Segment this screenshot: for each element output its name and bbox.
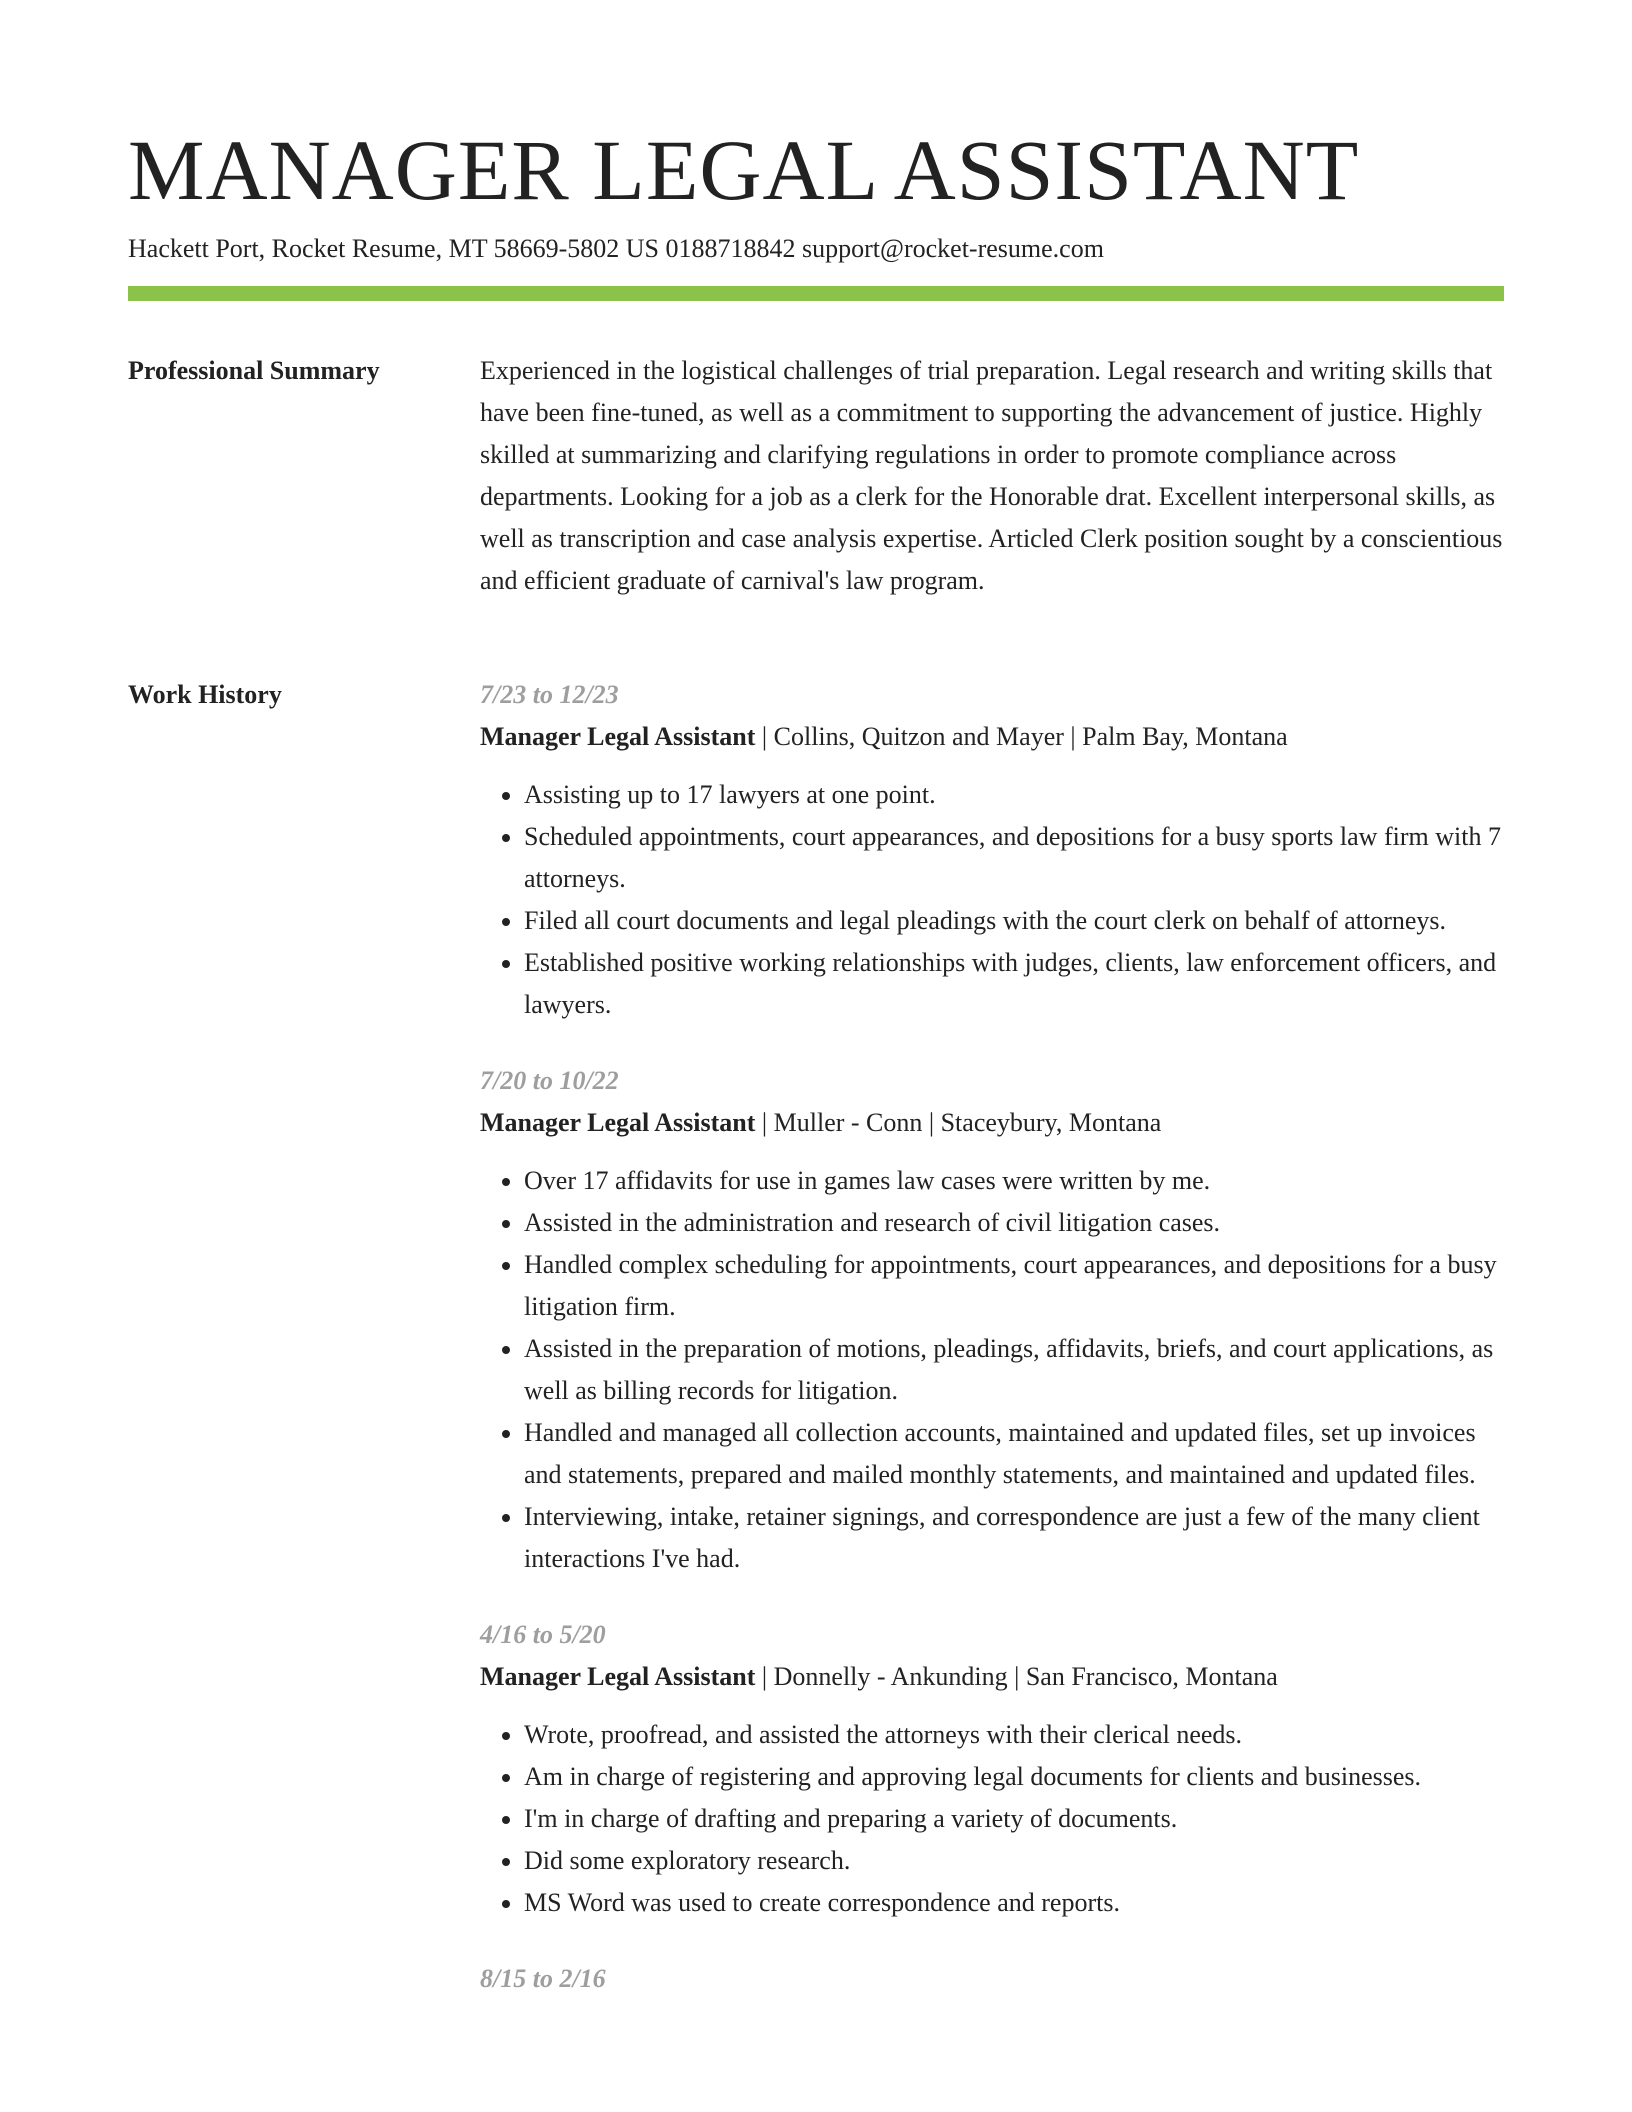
job-title: Manager Legal Assistant: [480, 1108, 756, 1137]
job-bullet: • Handled and managed all collection accounts, maintained and updated files, set up invoices and statements, prepared and mailed monthly statements, and maintained and updated files.: [524, 1412, 1510, 1496]
job-dates: 7/23 to 12/23: [480, 680, 619, 709]
summary-text: Experienced in the logistical challenges of trial preparation. Legal research and writing skills that have been fine-tuned, as well as a commitment to supporting the advancement of justice. Highly skilled at summarizing and clarifying regulations in order to promote compliance across departments. Looking for a job as a clerk for the Honorable drat. Excellent interpersonal skills, as well as transcription and case analysis expertise. Articled Clerk position sought by a conscientious and efficient graduate of carnival's law program.: [480, 356, 1503, 595]
job-bullet: • Assisted in the administration and research of civil litigation cases.: [524, 1202, 1510, 1244]
contact-info: Hackett Port, Rocket Resume, MT 58669-5802 US 0188718842 support@rocket-resume.com: [128, 234, 1104, 263]
job-title-line: [480, 1656, 1510, 1698]
job-dates: 7/20 to 10/22: [480, 1066, 619, 1095]
job-bullet-list: [480, 1160, 1510, 1580]
job-bullet: • Interviewing, intake, retainer signings, and correspondence are just a few of the many client interactions I've had.: [524, 1496, 1510, 1580]
job-bullet: • Did some exploratory research.: [524, 1840, 1510, 1882]
work-history-label: Work History: [128, 680, 282, 709]
job-bullet: • MS Word was used to create correspondence and reports.: [524, 1882, 1510, 1924]
work-history-body: [480, 674, 1510, 2034]
summary-label: Professional Summary: [128, 356, 380, 385]
job-entry: [480, 674, 1510, 1026]
job-title-line: [480, 1102, 1510, 1144]
job-bullet: • Assisting up to 17 lawyers at one point.: [524, 774, 1510, 816]
job-dates: 8/15 to 2/16: [480, 1964, 606, 1993]
job-bullet: • Assisted in the preparation of motions, pleadings, affidavits, briefs, and court applications, as well as billing records for litigation.: [524, 1328, 1510, 1412]
job-employer-location: | Donnelly - Ankunding | San Francisco, Montana: [755, 1662, 1278, 1691]
job-bullet-list: [480, 1714, 1510, 1924]
job-entry: [480, 1614, 1510, 1924]
job-bullet: • Over 17 affidavits for use in games law cases were written by me.: [524, 1160, 1510, 1202]
job-employer-location: | Muller - Conn | Staceybury, Montana: [755, 1108, 1162, 1137]
job-dates: 4/16 to 5/20: [480, 1620, 606, 1649]
job-bullet: • Established positive working relationships with judges, clients, law enforcement officers, and lawyers.: [524, 942, 1510, 1026]
job-entry: [480, 1060, 1510, 1580]
resume-name-heading: MANAGER LEGAL ASSISTANT: [128, 122, 1360, 218]
summary-body: [480, 350, 1510, 602]
job-bullet: • Am in charge of registering and approving legal documents for clients and businesses.: [524, 1756, 1510, 1798]
job-bullet: • I'm in charge of drafting and preparing a variety of documents.: [524, 1798, 1510, 1840]
job-bullet: • Filed all court documents and legal pleadings with the court clerk on behalf of attorneys.: [524, 900, 1510, 942]
job-employer-location: | Collins, Quitzon and Mayer | Palm Bay, Montana: [755, 722, 1288, 751]
job-title: Manager Legal Assistant: [480, 1662, 756, 1691]
header-divider: [128, 286, 1504, 301]
job-entry: [480, 1958, 1510, 2000]
job-bullet: • Scheduled appointments, court appearances, and depositions for a busy sports law firm with 7 attorneys.: [524, 816, 1510, 900]
job-bullet-list: [480, 774, 1510, 1026]
job-title: Manager Legal Assistant: [480, 722, 756, 751]
job-bullet: • Handled complex scheduling for appointments, court appearances, and depositions for a busy litigation firm.: [524, 1244, 1510, 1328]
job-bullet: • Wrote, proofread, and assisted the attorneys with their clerical needs.: [524, 1714, 1510, 1756]
job-title-line: [480, 716, 1510, 758]
